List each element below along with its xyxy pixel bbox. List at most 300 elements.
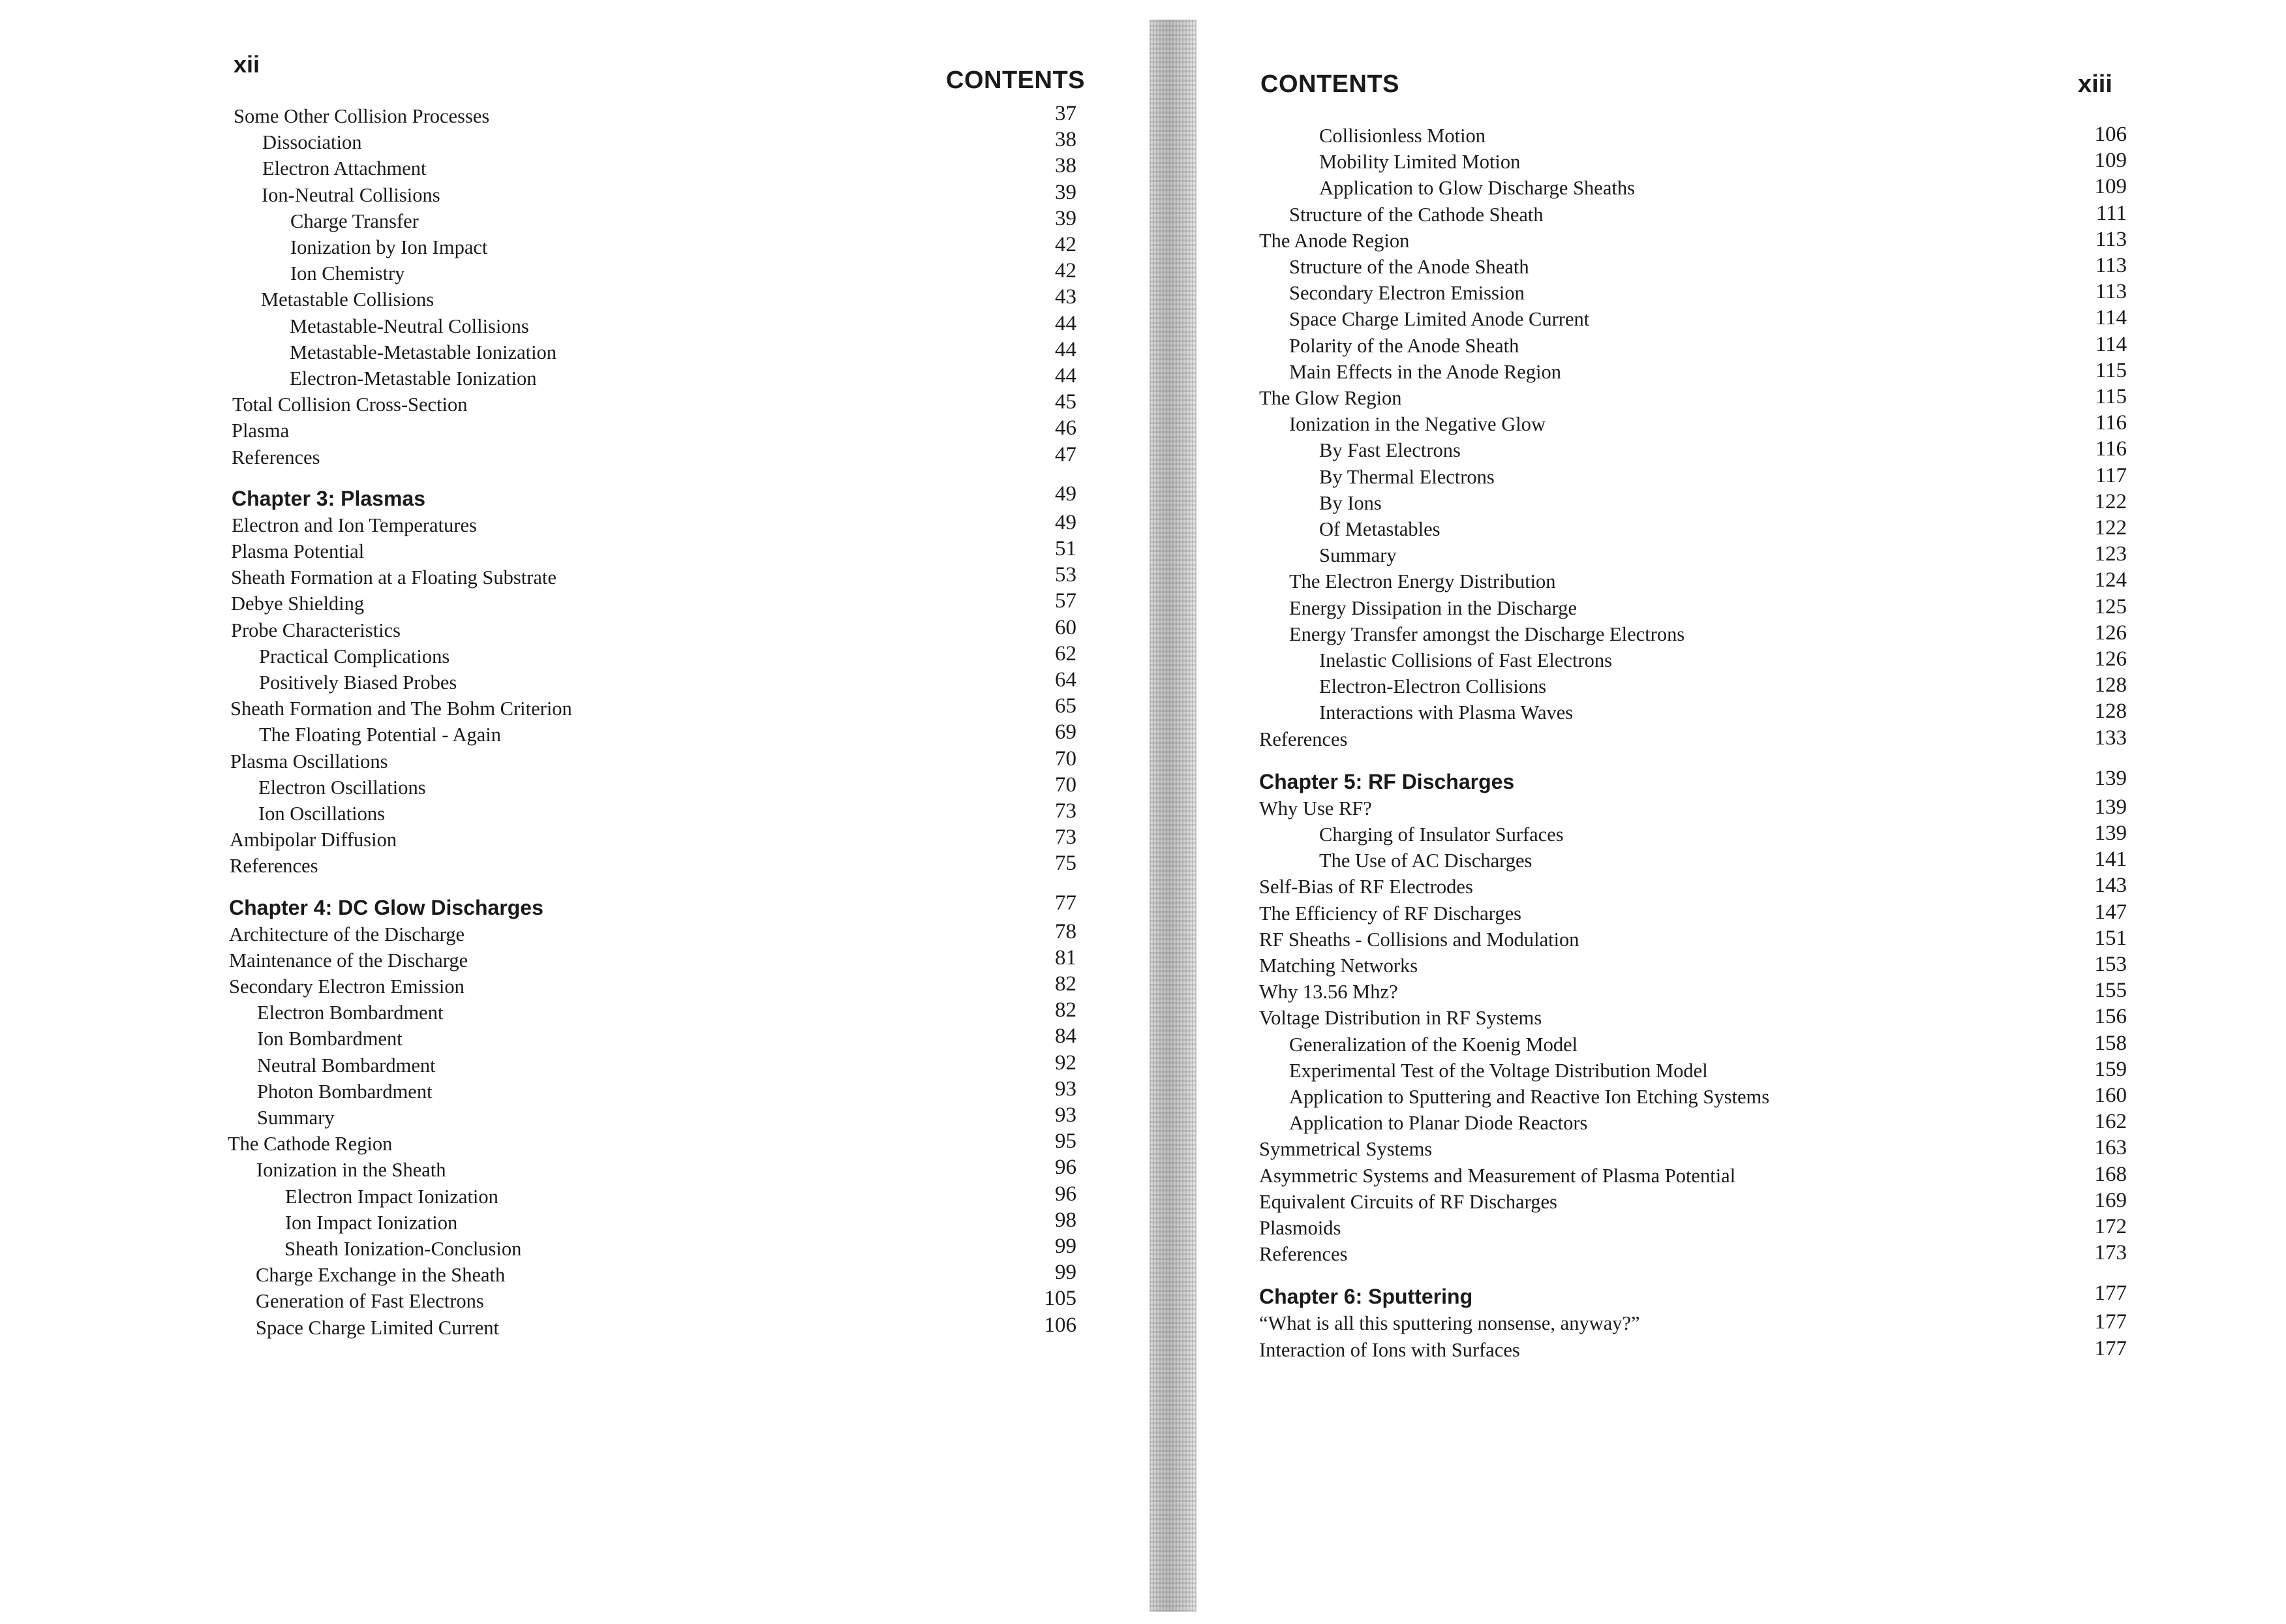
toc-page-number: 116: [2095, 411, 2127, 435]
dot-leader: [541, 365, 1005, 391]
toc-entry: [1289, 202, 2035, 228]
dot-leader: [391, 748, 1004, 774]
toc-entry-title: Generation of Fast Electrons: [256, 1290, 484, 1313]
toc-entry-title: Ion-Neutral Collisions: [262, 183, 440, 206]
toc-page-number: 45: [1055, 390, 1076, 414]
toc-entry-title: By Ions: [1319, 491, 1382, 514]
toc-page-number: 163: [2094, 1136, 2127, 1160]
toc-entry: [1259, 726, 2035, 752]
toc-entry: [256, 1315, 1003, 1341]
toc-page-number: 153: [2094, 953, 2127, 976]
toc-entry-title: Ion Bombardment: [257, 1028, 403, 1050]
toc-entry: [232, 512, 1004, 538]
toc-entry: [1289, 306, 2035, 332]
toc-entry-title: Collisionless Motion: [1319, 125, 1486, 147]
dot-leader: [1773, 1084, 2035, 1110]
toc-entry: [230, 853, 1004, 879]
toc-page-number: 43: [1055, 285, 1076, 309]
toc-page-number: 114: [2095, 306, 2127, 330]
toc-entry-title: Positively Biased Probes: [259, 671, 457, 694]
toc-entry: [230, 748, 1004, 774]
toc-page-number: 99: [1055, 1234, 1076, 1258]
toc-entry-title: The Use of AC Discharges: [1319, 850, 1532, 872]
toc-entry: [231, 590, 1004, 617]
dot-leader: [1523, 333, 2035, 359]
toc-entry-title: Chapter 4: DC Glow Discharges: [229, 895, 543, 919]
dot-leader: [1639, 175, 2035, 201]
toc-page-number: 139: [2094, 766, 2127, 790]
toc-page-number: 177: [2094, 1310, 2127, 1334]
dot-leader: [1386, 490, 2035, 516]
toc-entry-title: References: [232, 446, 320, 468]
dot-leader: [1413, 228, 2035, 254]
toc-page-number: 117: [2095, 463, 2127, 487]
toc-entry: [1289, 254, 2035, 280]
toc-entry-title: Ion Oscillations: [258, 803, 385, 825]
toc-entry: [262, 182, 1005, 208]
toc-page-number: 93: [1055, 1103, 1076, 1127]
dot-leader: [1581, 595, 2035, 621]
dot-leader: [1524, 1337, 2035, 1363]
toc-entry-title: Sheath Formation at a Floating Substrate: [231, 566, 556, 589]
toc-entry: [229, 921, 1004, 947]
dot-leader: [401, 827, 1004, 853]
toc-entry-title: The Anode Region: [1259, 229, 1410, 252]
toc-entry-title: Ionization in the Negative Glow: [1289, 413, 1546, 436]
toc-entry: [231, 617, 1004, 643]
toc-entry-title: Polarity of the Anode Sheath: [1289, 334, 1519, 357]
toc-page-number: 42: [1055, 259, 1076, 283]
chapter-heading: [229, 893, 1004, 923]
toc-page-number: 158: [2094, 1031, 2127, 1055]
dot-leader: [1465, 437, 2035, 463]
toc-entry: [1259, 385, 2035, 411]
toc-entry: [1259, 1005, 2035, 1031]
dot-leader: [1568, 821, 2035, 848]
toc-entry: [257, 1000, 1003, 1026]
toc-page-number: 177: [2094, 1336, 2127, 1360]
dot-leader: [1644, 1310, 2035, 1336]
toc-entry-title: Chapter 6: Sputtering: [1259, 1285, 1473, 1309]
toc-entry-title: Plasma Oscillations: [230, 750, 388, 773]
toc-entry-title: Electron-Metastable Ionization: [290, 367, 537, 390]
chapter-heading: [1259, 767, 2035, 797]
toc-page-number: 75: [1055, 851, 1076, 876]
toc-entry: [257, 1079, 1003, 1105]
toc-entry: [1289, 280, 2035, 306]
toc-page-number: 39: [1055, 206, 1076, 230]
toc-page-number: 106: [2094, 123, 2127, 146]
toc-page-number: 60: [1055, 615, 1076, 639]
toc-entry-title: References: [1259, 1243, 1348, 1266]
toc-entry-title: Energy Transfer amongst the Discharge Electrons: [1289, 622, 1685, 645]
toc-entry-title: Equivalent Circuits of RF Discharges: [1259, 1190, 1557, 1213]
dot-leader: [481, 512, 1005, 538]
dot-leader: [1525, 900, 2035, 927]
dot-leader: [431, 155, 1005, 181]
toc-entry-title: Inelastic Collisions of Fast Electrons: [1319, 649, 1612, 671]
dot-leader: [322, 853, 1003, 879]
toc-page-number: 44: [1055, 311, 1076, 335]
toc-entry-title: Some Other Collision Processes: [234, 105, 490, 127]
toc-page-number: 125: [2094, 594, 2127, 619]
toc-entry-title: Practical Complications: [259, 645, 450, 667]
right-page: [1194, 0, 2286, 1624]
toc-page-number: 143: [2094, 874, 2127, 898]
toc-entry: [257, 1026, 1003, 1052]
toc-entry: [1259, 927, 2035, 953]
toc-entry: [261, 286, 1005, 313]
toc-page-number: 93: [1055, 1077, 1076, 1101]
toc-page-number: 44: [1055, 337, 1076, 361]
toc-entry-title: Experimental Test of the Voltage Distribution Model: [1289, 1059, 1708, 1082]
dot-leader: [1351, 726, 2035, 752]
toc-entry-title: Metastable-Neutral Collisions: [290, 314, 529, 337]
toc-entry-title: Debye Shielding: [231, 592, 365, 615]
dot-leader: [440, 1052, 1004, 1079]
toc-entry: [232, 418, 1004, 444]
toc-entry: [231, 564, 1004, 590]
dot-leader: [1518, 767, 2035, 797]
toc-entry-title: Of Metastables: [1319, 518, 1440, 540]
toc-page-number: 139: [2094, 795, 2127, 819]
dot-leader: [491, 234, 1004, 260]
toc-entry: [1259, 1189, 2035, 1215]
dot-leader: [1547, 202, 2035, 228]
toc-entry: [1289, 1110, 2035, 1136]
toc-page-number: 139: [2094, 821, 2127, 845]
toc-entry-title: Symmetrical Systems: [1259, 1138, 1433, 1161]
toc-entry-title: Neutral Bombardment: [257, 1054, 436, 1077]
toc-page-number: 70: [1055, 773, 1076, 797]
dot-leader: [547, 893, 1004, 923]
toc-entry: [231, 538, 1004, 564]
toc-page-number: 151: [2094, 926, 2127, 950]
toc-entry-title: Why Use RF?: [1259, 797, 1372, 820]
toc-entry: [1289, 568, 2035, 594]
toc-page-number: 96: [1055, 1156, 1076, 1180]
toc-entry: [257, 1052, 1003, 1079]
dot-leader: [1476, 1281, 2035, 1311]
dot-leader: [404, 617, 1004, 643]
toc-entry-title: Summary: [257, 1107, 335, 1129]
toc-entry-title: Generalization of the Koenig Model: [1289, 1033, 1578, 1056]
toc-entry: [1289, 621, 2035, 647]
toc-page-number: 73: [1055, 825, 1076, 850]
toc-page-number: 82: [1055, 972, 1076, 996]
toc-page-number: 173: [2094, 1241, 2127, 1265]
toc-entry: [258, 801, 1004, 827]
toc-page-number: 38: [1055, 128, 1076, 152]
toc-entry: [1259, 953, 2035, 979]
toc-page-number: 57: [1055, 589, 1076, 613]
toc-entry: [262, 129, 1005, 155]
toc-entry: [1259, 1310, 2035, 1336]
dot-leader: [1583, 927, 2035, 953]
toc-entry: [259, 722, 1004, 748]
dot-leader: [368, 590, 1004, 617]
toc-entry: [1289, 333, 2035, 359]
toc-entry-title: Ion Chemistry: [290, 262, 405, 285]
dot-leader: [1549, 411, 2035, 437]
toc-entry-title: Probe Characteristics: [231, 619, 401, 641]
dot-leader: [1546, 1005, 2035, 1031]
toc-page-number: 172: [2094, 1215, 2127, 1238]
toc-entry-title: Summary: [1319, 544, 1397, 567]
toc-page-number: 95: [1055, 1129, 1076, 1154]
toc-entry: [1259, 1337, 2035, 1363]
toc-entry: [1319, 516, 2035, 542]
toc-entry-title: Sheath Ionization-Conclusion: [284, 1238, 522, 1260]
dot-leader: [471, 391, 1004, 418]
dot-leader: [406, 1026, 1004, 1052]
toc-page-number: 159: [2094, 1057, 2127, 1081]
dot-leader: [429, 483, 1004, 513]
toc-entry-title: Plasma: [232, 420, 290, 442]
toc-page-number: 105: [1044, 1287, 1076, 1311]
toc-page-number: 51: [1055, 537, 1076, 560]
dot-leader: [509, 1262, 1003, 1288]
dot-leader: [468, 921, 1004, 947]
toc-entry: [290, 313, 1005, 339]
toc-entry-title: Structure of the Anode Sheath: [1289, 256, 1529, 278]
toc-page-number: 160: [2094, 1084, 2127, 1107]
toc-entry: [285, 1184, 1003, 1210]
toc-entry: [1289, 1058, 2035, 1084]
toc-page-number: 64: [1055, 668, 1076, 692]
toc-entry-title: Electron-Electron Collisions: [1319, 675, 1547, 698]
toc-entry-title: Architecture of the Discharge: [229, 923, 465, 945]
toc-page-number: 92: [1055, 1050, 1076, 1075]
toc-entry: [290, 260, 1005, 286]
dot-leader: [1577, 699, 2035, 726]
toc-entry-title: Charge Exchange in the Sheath: [256, 1264, 506, 1287]
chapter-heading: [1259, 1281, 2035, 1311]
dot-leader: [368, 538, 1004, 564]
dot-leader: [430, 774, 1004, 801]
toc-page-number: 98: [1055, 1208, 1076, 1232]
toc-entry-title: Electron Bombardment: [257, 1002, 444, 1024]
toc-entry: [290, 339, 1005, 365]
toc-entry: [1289, 359, 2035, 385]
toc-page-number: 77: [1055, 891, 1076, 915]
dot-leader: [1499, 464, 2035, 490]
dot-leader: [389, 801, 1004, 827]
toc-entry-title: Ambipolar Diffusion: [230, 829, 397, 851]
toc-page-number: 122: [2094, 489, 2127, 513]
running-header: CONTENTS: [1260, 70, 1399, 98]
dot-leader: [1345, 1215, 2035, 1241]
dot-leader: [1616, 647, 2035, 673]
toc-page-number: 82: [1055, 998, 1076, 1022]
toc-page-number: 109: [2094, 175, 2127, 199]
toc-entry: [1289, 411, 2035, 437]
toc-entry: [284, 1236, 1003, 1262]
toc-entry-title: Plasmoids: [1259, 1217, 1341, 1239]
toc-entry-title: Secondary Electron Emission: [229, 975, 465, 998]
toc-entry-title: Ion Impact Ionization: [285, 1211, 458, 1234]
toc-page-number: 73: [1055, 799, 1076, 823]
toc-entry-title: Dissociation: [262, 131, 362, 154]
toc-entry-title: Application to Sputtering and Reactive Ion Etching Systems: [1289, 1086, 1770, 1108]
toc-page-number: 115: [2095, 385, 2127, 408]
toc-entry: [290, 208, 1005, 234]
toc-entry-title: The Efficiency of RF Discharges: [1259, 902, 1522, 925]
dot-leader: [493, 103, 1005, 129]
dot-leader: [436, 1079, 1004, 1105]
toc-entry-title: Electron and Ion Temperatures: [232, 513, 477, 536]
toc-entry: [230, 696, 1004, 722]
toc-page-number: 70: [1055, 746, 1076, 771]
toc-page-number: 141: [2094, 848, 2127, 872]
toc-page-number: 84: [1055, 1024, 1076, 1049]
toc-entry-title: Ionization by Ion Impact: [290, 236, 488, 258]
toc-entry: [256, 1288, 1003, 1314]
toc-entry: [229, 973, 1004, 1000]
dot-leader: [1422, 953, 2035, 979]
toc-entry: [259, 669, 1004, 696]
dot-leader: [560, 339, 1005, 365]
toc-entry: [1259, 874, 2035, 900]
toc-entry-title: Electron Oscillations: [258, 776, 426, 799]
toc-page-number: 69: [1055, 720, 1076, 744]
toc-entry-title: Self-Bias of RF Electrodes: [1259, 876, 1473, 898]
toc-entry: [262, 155, 1005, 181]
toc-page-number: 123: [2094, 542, 2127, 566]
toc-entry-title: Maintenance of the Discharge: [229, 949, 468, 972]
dot-leader: [533, 313, 1005, 339]
toc-page-number: 124: [2094, 568, 2127, 592]
toc-entry-title: Electron Attachment: [262, 157, 427, 180]
toc-entry-title: Interactions with Plasma Waves: [1319, 701, 1574, 724]
toc-page-number: 115: [2095, 358, 2127, 382]
toc-entry: [1319, 673, 2035, 699]
dot-leader: [1489, 123, 2035, 149]
toc-page-number: 116: [2095, 437, 2127, 461]
dot-leader: [1581, 1032, 2035, 1058]
toc-entry-title: RF Sheaths - Collisions and Modulation: [1259, 928, 1579, 951]
dot-leader: [468, 973, 1004, 1000]
toc-entry-title: Structure of the Cathode Sheath: [1289, 203, 1544, 226]
dot-leader: [502, 1184, 1003, 1210]
toc-entry-title: The Floating Potential - Again: [259, 724, 502, 746]
dot-leader: [1536, 848, 2035, 874]
toc-entry-title: By Fast Electrons: [1319, 439, 1461, 462]
toc-entry: [1319, 647, 2035, 673]
dot-leader: [1591, 1110, 2035, 1136]
toc-entry-title: Voltage Distribution in RF Systems: [1259, 1007, 1542, 1030]
dot-leader: [447, 1000, 1003, 1026]
toc-entry-title: Main Effects in the Anode Region: [1289, 360, 1562, 383]
page-number-folio: xii: [234, 51, 260, 78]
toc-page-number: 78: [1055, 919, 1076, 943]
dot-leader: [560, 564, 1004, 590]
dot-leader: [472, 947, 1003, 973]
toc-entry: [1319, 437, 2035, 463]
toc-entry: [1319, 542, 2035, 568]
toc-entry: [290, 234, 1005, 260]
dot-leader: [450, 1157, 1004, 1183]
dot-leader: [461, 669, 1004, 696]
toc-entry: [1259, 1241, 2035, 1267]
toc-entry: [1259, 979, 2035, 1005]
dot-leader: [366, 129, 1005, 155]
toc-entry: [1259, 228, 2035, 254]
toc-entry: [1259, 1163, 2035, 1189]
toc-entry-title: Metastable Collisions: [261, 288, 434, 311]
toc-entry: [256, 1262, 1003, 1288]
toc-entry: [1259, 795, 2035, 821]
toc-page-number: 47: [1055, 442, 1076, 467]
toc-entry: [1319, 464, 2035, 490]
toc-page-number: 53: [1055, 563, 1076, 587]
toc-page-number: 122: [2094, 516, 2127, 540]
toc-entry: [290, 365, 1005, 391]
toc-page-number: 111: [2096, 201, 2127, 225]
toc-entry: [1319, 175, 2035, 201]
toc-entry-title: Chapter 3: Plasmas: [232, 486, 426, 510]
toc-entry-title: References: [1259, 728, 1348, 750]
toc-page-number: 113: [2095, 280, 2127, 304]
dot-leader: [453, 643, 1004, 669]
dot-leader: [408, 260, 1004, 286]
dot-leader: [339, 1105, 1004, 1131]
toc-entry-title: Mobility Limited Motion: [1319, 151, 1521, 174]
dot-leader: [438, 286, 1004, 313]
dot-leader: [324, 444, 1004, 470]
dot-leader: [1402, 979, 2035, 1005]
dot-leader: [1712, 1058, 2035, 1084]
toc-entry: [1259, 900, 2035, 927]
toc-entry-title: Plasma Potential: [231, 540, 365, 562]
toc-page-number: 62: [1055, 641, 1076, 666]
toc-entry-title: The Glow Region: [1259, 387, 1402, 409]
dot-leader: [1376, 795, 2035, 821]
toc-page-number: 39: [1055, 180, 1076, 204]
toc-entry: [1319, 149, 2035, 175]
toc-page-number: 49: [1055, 510, 1076, 534]
dot-leader: [576, 696, 1004, 722]
dot-leader: [1529, 280, 2035, 306]
dot-leader: [1561, 1189, 2035, 1215]
toc-page-number: 128: [2094, 699, 2127, 724]
toc-page-number: 113: [2095, 254, 2127, 277]
dot-leader: [293, 418, 1004, 444]
dot-leader: [1533, 254, 2035, 280]
toc-entry-title: Chapter 5: RF Discharges: [1259, 769, 1515, 793]
dot-leader: [1688, 621, 2035, 647]
toc-entry: [229, 947, 1004, 973]
toc-entry-title: Space Charge Limited Current: [256, 1316, 499, 1339]
toc-page-number: 49: [1055, 482, 1076, 506]
toc-entry: [1289, 1084, 2035, 1110]
toc-page-number: 126: [2094, 647, 2127, 671]
toc-page-number: 109: [2094, 149, 2127, 173]
toc-entry: [1319, 490, 2035, 516]
toc-page-number: 106: [1044, 1313, 1076, 1337]
dot-leader: [1524, 149, 2035, 175]
toc-entry: [258, 774, 1004, 801]
toc-page-number: 169: [2094, 1188, 2127, 1212]
toc-entry: [1289, 1032, 2035, 1058]
dot-leader: [1406, 385, 2035, 411]
toc-entry-title: Sheath Formation and The Bohm Criterion: [230, 697, 572, 720]
toc-entry: [1319, 848, 2035, 874]
toc-page-number: 113: [2095, 227, 2127, 251]
toc-entry-title: Application to Glow Discharge Sheaths: [1319, 177, 1635, 200]
toc-entry-title: The Electron Energy Distribution: [1289, 570, 1556, 593]
toc-entry: [256, 1157, 1003, 1183]
